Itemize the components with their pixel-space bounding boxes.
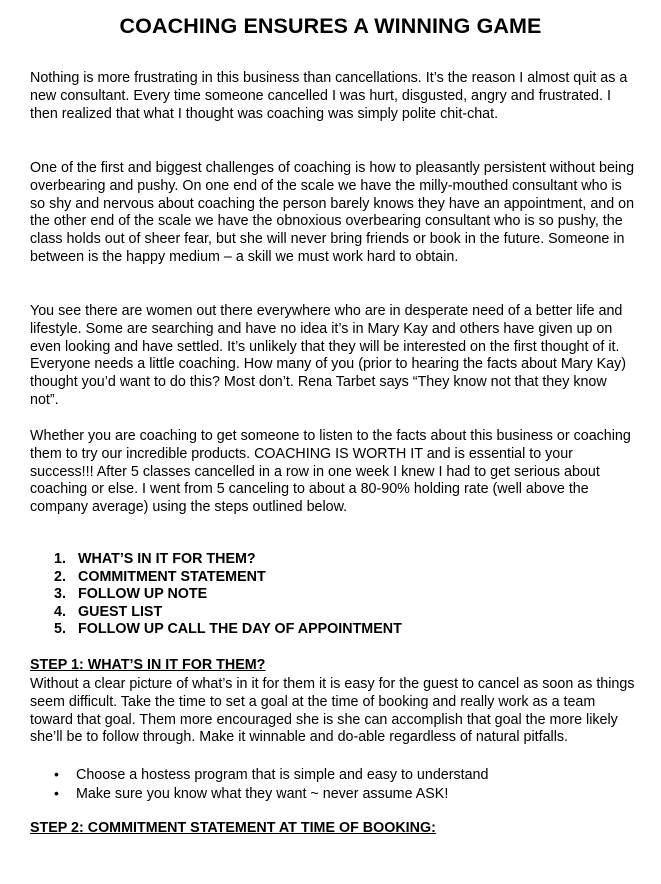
paragraph-women: You see there are women out there everywhere who are in desperate need of a better life and lifestyle. Some are searching and have no idea it’s in Mary Kay and others have given up on even looking and have settled. It’s unlikely that they will be interested on the first thought of it. Everyone needs a little coaching. How many of you (prior to hearing the facts about Mary Kay) thought you’d want to do this? Most don’t. Rena Tarbet says “They know not that they know not”. xyxy=(30,303,627,408)
step-number: 3. xyxy=(54,586,66,603)
steps-list-item xyxy=(54,569,402,587)
step-number: 4. xyxy=(54,603,66,620)
step-label: WHAT’S IN IT FOR THEM? xyxy=(78,551,256,567)
document-title: COACHING ENSURES A WINNING GAME xyxy=(119,14,542,38)
steps-list-item xyxy=(54,621,402,639)
steps-list-item xyxy=(54,586,402,604)
step-label: COMMITMENT STATEMENT xyxy=(78,568,266,585)
step-label: GUEST LIST xyxy=(78,603,163,620)
steps-list-item xyxy=(54,551,402,569)
paragraph-challenges: One of the first and biggest challenges of coaching is how to pleasantly persistent without being overbearing and pushy. On one end of the scale we have the milly-mouthed consultant who is so shy and nervous about coaching the person barely knows they have an appointment, and on the other end of the scale we have the obnoxious overbearing consultant who is so pushy, the class holds out of sheer fear, but she will never bring friends or book in the future. Someone in between is the happy medium – a skill we must work hard to obtain. xyxy=(30,160,635,265)
paragraph-worth-it: Whether you are coaching to get someone to listen to the facts about this business or coaching them to try our incredible products. COACHING IS WORTH IT and is essential to your success!!! After 5 classes cancelled in a row in one week I knew I had to get serious about coaching or else. I went from 5 canceling to about a 80-90% holding rate (well above the company average) using the steps outlined below. xyxy=(30,428,631,516)
step-label: FOLLOW UP CALL THE DAY OF APPOINTMENT xyxy=(78,621,402,638)
step-label: FOLLOW UP NOTE xyxy=(78,586,208,603)
bullet-icon: • xyxy=(54,785,59,801)
step-number: 2. xyxy=(54,568,66,585)
step-number: 5. xyxy=(54,621,66,638)
steps-list-item xyxy=(54,604,402,622)
step2-heading: STEP 2: COMMITMENT STATEMENT AT TIME OF BOOKING: xyxy=(30,820,436,836)
step1-body: Without a clear picture of what’s in it for them it is easy for the guest to cancel as soon as things seem difficult. Take the time to set a goal at the time of booking and really work as a team toward that goal. Them more encouraged she is she can accomplish that goal the more likely she’ll be to follow through. Make it winnable and do-able regardless of natural pitfalls. xyxy=(30,676,635,746)
steps-list xyxy=(54,551,402,639)
bullet-text: Choose a hostess program that is simple and easy to understand xyxy=(76,767,489,783)
step-number: 1. xyxy=(54,551,66,567)
step1-bullet-list xyxy=(54,765,488,803)
bullet-item xyxy=(54,765,488,784)
bullet-text: Make sure you know what they want ~ never assume ASK! xyxy=(76,786,449,802)
bullet-item xyxy=(54,784,488,803)
paragraph-intro: Nothing is more frustrating in this business than cancellations. It’s the reason I almost quit as a new consultant. Every time someone cancelled I was hurt, disgusted, angry and frustrated. I then realized that what I thought was coaching was simply polite chit-chat. xyxy=(30,70,628,122)
bullet-icon: • xyxy=(54,766,59,782)
step1-heading: STEP 1: WHAT’S IN IT FOR THEM? xyxy=(30,657,266,673)
